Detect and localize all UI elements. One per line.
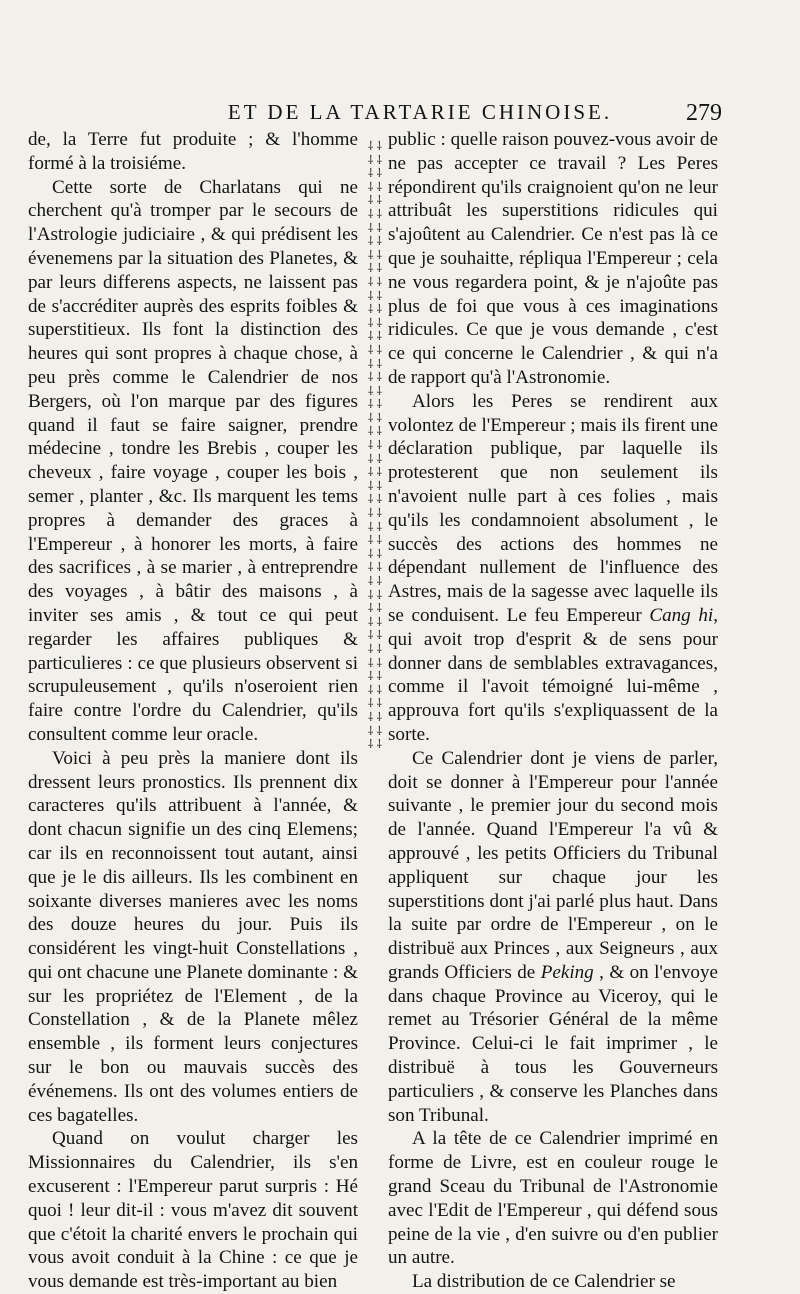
page-number: 279 (686, 100, 722, 126)
paragraph: La distribution de ce Calendrier se (412, 1271, 676, 1293)
paragraph: de, la Terre fut produite ; & l'homme formé à la troisiéme. (28, 129, 358, 174)
emphasized-name: Peking (540, 961, 594, 983)
emphasized-name: Cang hi (649, 604, 714, 626)
paragraph (388, 390, 718, 747)
paragraph (388, 747, 718, 1128)
right-column (388, 128, 718, 1294)
paragraph: Voici à peu près la maniere dont ils dressent leurs pronostics. Ils prennent dix caracteres qu'ils attribuent à l'année, & dont chacun signifie un des cinq Elemens; car ils en reconnoissent tout autant, ainsi que je le dis ailleurs. Ils les combinent en soixante diverses manieres avec les noms des douze heures du jour. Puis ils considérent les vingt-huit Constellations , qui ont chacune une Planete dominante : & sur les propriétez de l'Element , de la Constellation , & de la Planete mêlez ensemble , ils forment leurs conjectures sur le bon ou mauvais succès des événemens. Ils ont des volumes entiers de ces bagatelles. (28, 747, 358, 1126)
left-column (28, 128, 358, 1294)
paragraph: Cette sorte de Charlatans qui ne cherchent qu'à tromper par le secours de l'Astrologie judiciaire , & qui prédisent les évenemens par la situation des Planetes, & par leurs differens aspects, ne laissent pas de s'accréditer auprès des esprits foibles & superstitieux. Ils font la distinction des heures qui sont propres à chaque chose, à peu près comme le Calendrier de nos Bergers, où l'on marque par des figures quand il faut se faire saigner, prendre médecine , tondre les Brebis , couper les cheveux , faire voyage , couper les bois , semer , planter , &c. Ils marquent les tems propres à demander des graces à l'Empereur , à honorer les morts, à faire des sacrifices , à se marier , à entreprendre des voyages , à bâtir des maisons , à inviter ses amis , & tout ce qui peut regarder les affaires publiques & particulieres : ce que plusieurs observent si scrupuleusement , qu'ils n'oseroient rien faire contre l'ordre du Calendrier, qu'ils consultent comme leur oracle. (28, 176, 358, 745)
paragraph: A la tête de ce Calendrier imprimé en forme de Livre, est en couleur rouge le grand Sceau du Tribunal de l'Astronomie avec l'Edit de l'Empereur , qui défend sous peine de la vie , d'en suivre ou d'en publier un autre. (388, 1128, 718, 1269)
paragraph-text: Ce Calendrier dont je viens de parler, doit se donner à l'Empereur pour l'année suivante , le premier jour du second mois de l'année. Quand l'Empereur l'a vû & approuvé , les petits Officiers du Tribunal appliquent sur chaque jour les superstitions dont j'ai parlé plus haut. Dans la suite par ordre de l'Empereur , on le distribuë aux Princes , aux Seigneurs , aux grands Officiers de (388, 747, 718, 983)
running-head: ET DE LA TARTARIE CHINOISE. (227, 100, 613, 124)
paragraph: public : quelle raison pouvez-vous avoir de ne pas accepter ce travail ? Les Peres répondirent qu'ils craignoient qu'on ne leur attribuât les superstitions ridicules qui s'ajoûtent au Calendrier. Ce n'est pas là ce que je souhaitte, répliqua l'Empereur ; cela ne vous regardera point, & je n'ajoûte pas plus de foi que vous à ces imaginations ridicules. Ce que je vous demande , c'est ce qui concerne le Calendrier , & qui n'a de rapport qu'à l'Astronomie. (388, 129, 718, 388)
ornamental-divider-icon: ⸸ ⸸ ⸸ ⸸ ⸸ ⸸ ⸸ ⸸ ⸸ ⸸ ⸸ ⸸ ⸸ ⸸ ⸸ ⸸ ⸸ ⸸ ⸸ ⸸ ⸸ ⸸ ⸸ ⸸ ⸸ ⸸ ⸸ ⸸ ⸸ ⸸ ⸸ ⸸ ⸸ ⸸ ⸸ ⸸ ⸸ ⸸ ⸸ ⸸ ⸸ ⸸ ⸸ ⸸ ⸸ ⸸ ⸸ ⸸ ⸸ ⸸ ⸸ ⸸ ⸸ ⸸ ⸸ ⸸ ⸸ ⸸ ⸸ ⸸ ⸸ ⸸ ⸸ ⸸ ⸸ ⸸ ⸸ ⸸ ⸸ ⸸ ⸸ ⸸ ⸸ ⸸ ⸸ ⸸ ⸸ ⸸ ⸸ ⸸ ⸸ ⸸ ⸸ ⸸ ⸸ ⸸ ⸸ ⸸ ⸸ ⸸ (367, 140, 383, 752)
paragraph-text: , & on l'envoye dans chaque Province au Viceroy, qui le remet au Trésorier Général de la même Province. Celui-ci le fait imprimer , le distribuë à tous les Gouverneurs particuliers , & conserve les Planches dans son Tribunal. (388, 961, 718, 1126)
paragraph-text: , qui avoit trop d'esprit & de sens pour donner dans de semblables extravagances, comme il l'avoit témoigné lui-même , approuva fort qu'ils s'expliquassent de la sorte. (388, 604, 718, 745)
paragraph-text: Alors les Peres se rendirent aux volontez de l'Empereur ; mais ils firent une déclaration publique, par laquelle ils protesterent que non seulement ils n'avoient nulle part à ces folies , mais qu'ils les condamnoient absolument , le succès des actions des hommes ne dépendant nullement de l'influence des Astres, mais de la sagesse avec laquelle ils se conduisent. Le feu Empereur (388, 390, 718, 626)
paragraph: Quand on voulut charger les Missionnaires du Calendrier, ils s'en excuserent : l'Empereur parut surpris : Hé quoi ! leur dit-il : vous m'avez dit souvent que c'étoit la charité envers le prochain qui vous avoit conduit à la Chine : ce que je vous demande est très-important au bien (28, 1128, 358, 1293)
